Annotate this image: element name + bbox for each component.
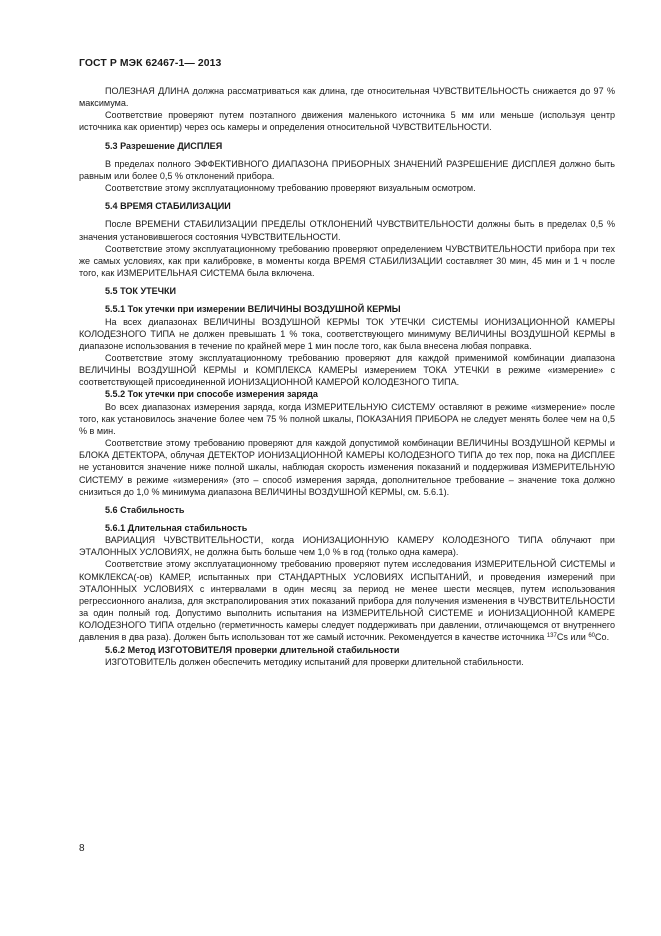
paragraph: Соответствие этому эксплуатационному требованию проверяют определением ЧУВСТВИТЕЛЬНОСТИ прибора при тех же самых условиях, как при калибровке, в моменты когда ВРЕМЯ СТАБИЛИЗАЦИИ составляет 30 мин, 45 мин и 1 ч после того, как ИЗМЕРИТЕЛЬНАЯ СИСТЕМА была включена.	[79, 243, 615, 279]
paragraph: ПОЛЕЗНАЯ ДЛИНА должна рассматриваться как длина, где относительная ЧУВСТВИТЕЛЬНОСТЬ снижается до 97 % максимума.	[79, 86, 615, 109]
paragraph: На всех диапазонах ВЕЛИЧИНЫ ВОЗДУШНОЙ КЕРМЫ ТОК УТЕЧКИ СИСТЕМЫ ИОНИЗАЦИОННОЙ КАМЕРЫ КОЛОДЕЗНОГО ТИПА не должен превышать 1 % тока, соответствующего минимуму ВЕЛИЧИНЫ ВОЗДУШНОЙ КЕРМЫ в диапазоне использования в течение по крайней мере 1 мин после того, как была внесена любая поправка.	[79, 316, 615, 351]
paragraph-text: Соответствие этому эксплуатационному требованию проверяют путем исследования ИЗМЕРИТЕЛЬНОЙ СИСТЕМЫ и КОМКЛЕКСА(-ов) КАМЕР, испытанных при СТАНДАРТНЫХ УСЛОВИЯХ ИСПЫТАНИЙ, и проведения измерений при ЭТАЛОННЫХ УСЛОВИЯХ с интервалами в один месяц за период не менее шести месяцев, путем использования регрессионного анализа, для экстраполирования этих показаний прибора для получения изменения в ЧУВСТВИТЕЛЬНОСТИ за один полный год. Допустимо выполнить испытания на ИЗМЕРИТЕЛЬНОЙ СИСТЕМЕ и ИОНИЗАЦИОННОЙ КАМЕРЕ КОЛОДЕЗНОГО ТИПА отдельно (герметичность камеры следует поддерживать при давлении, отличающемся от внутреннего давления в два раза). Должен быть использован тот же самый источник. Рекомендуется в качестве источника	[79, 559, 615, 643]
paragraph: Соответствие этому эксплуатационному требованию проверяют визуальным осмотром.	[105, 183, 476, 194]
conjunction: или	[567, 632, 589, 643]
paragraph: В пределах полного ЭФФЕКТИВНОГО ДИАПАЗОНА ПРИБОРНЫХ ЗНАЧЕНИЙ РАЗРЕШЕНИЕ ДИСПЛЕЯ должно быть равным или более 0,5 % отклонений прибора.	[79, 158, 615, 181]
paragraph: После ВРЕМЕНИ СТАБИЛИЗАЦИИ ПРЕДЕЛЫ ОТКЛОНЕНИЙ ЧУВСТВИТЕЛЬНОСТИ должны быть в пределах 0,5 % значения установившегося состояния ЧУВСТВИТЕЛЬНОСТИ.	[79, 219, 615, 242]
standard-header: ГОСТ Р МЭК 62467-1— 2013	[79, 58, 222, 69]
isotope-mass-number: 137	[546, 633, 557, 640]
paragraph: Соответствие этому требованию проверяют для каждой допустимой комбинации ВЕЛИЧИНЫ ВОЗДУШНОЙ КЕРМЫ и БЛОКА ДЕТЕКТОРА, облучая ДЕТЕКТОР ИОНИЗАЦИОННОЙ КАМЕРЫ КОЛОДЕЗНОГО ТИПА до тех пор, пока на ДИСПЛЕЕ не установится значение ниже полной шкалы, наблюдая скорость изменения показаний и поддерживая ИЗМЕРИТЕЛЬНУЮ СИСТЕМУ в режиме «измерения» (это – способ измерения заряда, дополнительное требование – значение тока должно снизиться до 1,0 % минимума диапазона ВЕЛИЧИНЫ ВОЗДУШНОЙ КЕРМЫ, см. 5.6.1).	[79, 438, 615, 497]
paragraph: Соответствие проверяют путем поэтапного движения маленького источника 5 мм или меньше (используя центр источника как ориентир) через ось камеры и определения относительной ЧУВСТВИТЕЛЬНОСТИ.	[79, 110, 615, 133]
subsection-heading-5-5-1: 5.5.1 Ток утечки при измерении ВЕЛИЧИНЫ ВОЗДУШНОЙ КЕРМЫ	[105, 304, 401, 315]
subsection-heading-5-6-1: 5.6.1 Длительная стабильность	[105, 523, 248, 533]
sentence-end: .	[606, 632, 610, 643]
paragraph	[79, 558, 615, 643]
section-heading-5-3: 5.3 Разрешение ДИСПЛЕЯ	[105, 140, 223, 151]
subsection-heading-5-5-2: 5.5.2 Ток утечки при способе измерения заряда	[105, 389, 318, 400]
isotope-element: Cs	[556, 632, 568, 643]
document-page	[79, 58, 615, 668]
isotope-element: Co	[595, 632, 607, 643]
section-heading-5-5: 5.5 ТОК УТЕЧКИ	[105, 286, 177, 297]
subsection-heading-5-6-2: 5.6.2 Метод ИЗГОТОВИТЕЛЯ проверки длительной стабильности	[105, 644, 400, 655]
paragraph: ВАРИАЦИЯ ЧУВСТВИТЕЛЬНОСТИ, когда ИОНИЗАЦИОННУЮ КАМЕРУ КОЛОДЕЗНОГО ТИПА облучают при ЭТАЛОННЫХ УСЛОВИЯХ, не должна быть больше чем 1,0 % в год (только одна камера).	[79, 535, 615, 558]
document-body	[79, 85, 615, 668]
section-heading-5-6: 5.6 Стабильность	[105, 504, 185, 515]
section-heading-5-4: 5.4 ВРЕМЯ СТАБИЛИЗАЦИИ	[105, 201, 231, 212]
paragraph: ИЗГОТОВИТЕЛЬ должен обеспечить методику испытаний для проверки длительной стабильности.	[105, 656, 524, 667]
isotope-mass-number: 60	[588, 633, 595, 640]
paragraph: Соответствие этому эксплуатационному требованию проверяют для каждой применимой комбинации диапазона ВЕЛИЧИНЫ ВОЗДУШНОЙ КЕРМЫ и КОМПЛЕКСА КАМЕРЫ измерением ТОКА УТЕЧКИ в режиме «измерение» с соответствующей присоединенной ИОНИЗАЦИОННОЙ КАМЕРОЙ КОЛОДЕЗНОГО ТИПА.	[79, 352, 615, 388]
paragraph: Во всех диапазонах измерения заряда, когда ИЗМЕРИТЕЛЬНУЮ СИСТЕМУ оставляют в режиме «измерение» после того, как установилось значение более чем 75 % полной шкалы, ПОКАЗАНИЯ ПРИБОРА не следует менять более чем на 0,5 % в мин.	[79, 401, 615, 436]
page-number: 8	[79, 843, 85, 854]
